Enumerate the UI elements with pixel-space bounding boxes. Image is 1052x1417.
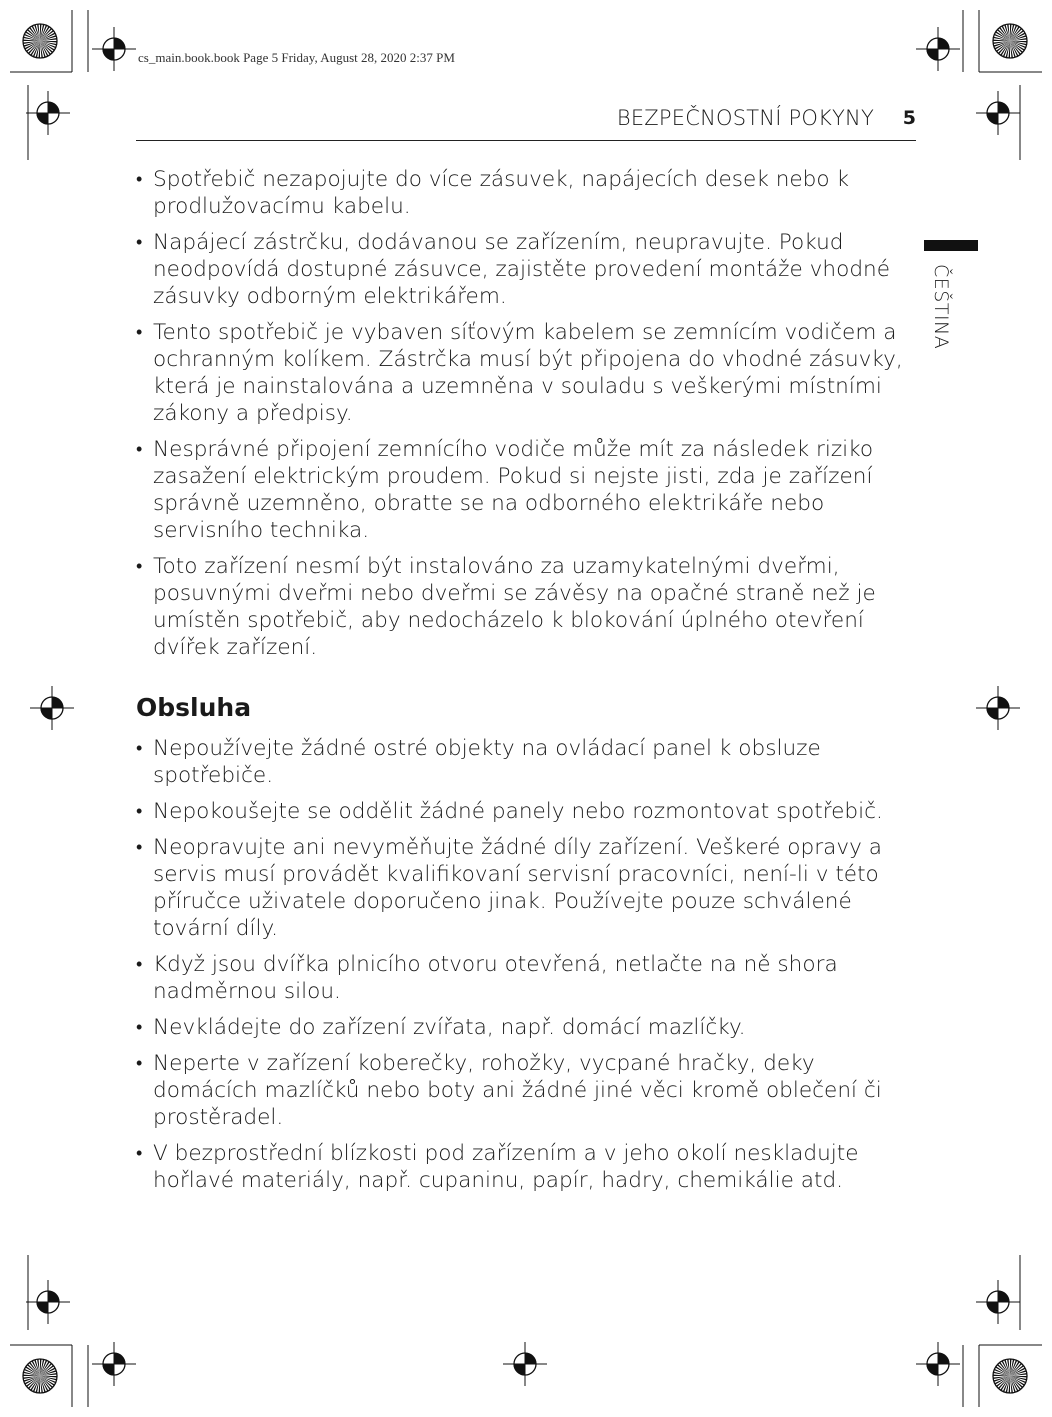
crosshair-registration-mark-icon [92, 1342, 136, 1386]
list-item [136, 735, 916, 789]
crosshair-registration-mark-icon [26, 91, 70, 135]
bullet-icon: • [136, 232, 143, 253]
print-info-line: cs_main.book.book Page 5 Friday, August 28, 2020 2:37 PM [138, 50, 455, 65]
language-tab-bar [924, 240, 978, 251]
list-item-text: Nevkládejte do zařízení zvířata, např. domácí mazlíčky. [153, 1015, 746, 1040]
crosshair-registration-mark-icon [916, 1342, 960, 1386]
section-heading-operation: Obsluha [136, 693, 252, 722]
list-item [136, 1014, 916, 1041]
list-item-text: V bezprostřední blízkosti pod zařízením a v jeho okolí neskladujte hořlavé materiály, např. cupaninu, papír, hadry, chemikálie atd. [153, 1141, 859, 1193]
list-item [136, 319, 916, 427]
crosshair-registration-mark-icon [976, 1280, 1020, 1324]
list-item-text: Tento spotřebič je vybaven síťovým kabelem se zemnícím vodičem a ochranným kolíkem. Zástrčka musí být připojena do vhodné zásuvky, která je nainstalována a uzemněna v souladu s veškerými místními zákony a předpisy. [153, 320, 903, 426]
running-title: BEZPEČNOSTNÍ POKYNY [616, 106, 874, 130]
bullet-icon: • [136, 169, 143, 190]
crosshair-registration-mark-icon [916, 27, 960, 71]
bullet-icon: • [136, 556, 143, 577]
safety-instructions-list [136, 166, 916, 661]
list-item-text: Spotřebič nezapojujte do více zásuvek, napájecích desek nebo k prodlužovacímu kabelu. [153, 167, 849, 219]
list-item-text: Neopravujte ani nevyměňujte žádné díly zařízení. Veškeré opravy a servis musí provádět kvalifikovaní servisní pracovníci, není-li v této příručce uživatele doporučeno jinak. Používejte pouze schválené tovární díly. [153, 835, 882, 941]
list-item [136, 229, 916, 310]
operation-instructions-list [136, 735, 916, 1194]
bullet-icon: • [136, 801, 143, 822]
crosshair-registration-mark-icon [26, 1280, 70, 1324]
bullet-icon: • [136, 1143, 143, 1164]
color-registration-starburst-icon [23, 1359, 57, 1393]
list-item-text: Když jsou dvířka plnicího otvoru otevřená, netlačte na ně shora nadměrnou silou. [153, 952, 838, 1004]
bullet-icon: • [136, 1053, 143, 1074]
page-content [136, 166, 916, 1203]
color-registration-starburst-icon [993, 1359, 1027, 1393]
bullet-icon: • [136, 954, 143, 975]
list-item [136, 1050, 916, 1131]
running-header [136, 104, 916, 141]
list-item-text: Nepokoušejte se oddělit žádné panely nebo rozmontovat spotřebič. [153, 799, 883, 824]
color-registration-starburst-icon [23, 24, 57, 58]
crosshair-registration-mark-icon [92, 27, 136, 71]
page-number: 5 [902, 107, 916, 129]
list-item-text: Neperte v zařízení koberečky, rohožky, vycpané hračky, deky domácích mazlíčků nebo boty ani žádné jiné věci kromě oblečení či prostěradel. [153, 1051, 882, 1130]
list-item-text: Nepoužívejte žádné ostré objekty na ovládací panel k obsluze spotřebiče. [153, 736, 821, 788]
bullet-icon: • [136, 1017, 143, 1038]
list-item [136, 834, 916, 942]
list-item-text: Toto zařízení nesmí být instalováno za uzamykatelnými dveřmi, posuvnými dveřmi nebo dveřmi se závěsy na opačné straně než je umístěn spotřebič, aby nedocházelo k blokování úplného otevření dvířek zařízení. [153, 554, 876, 660]
color-registration-starburst-icon [993, 24, 1027, 58]
crosshair-registration-mark-icon [976, 686, 1020, 730]
bullet-icon: • [136, 837, 143, 858]
list-item [136, 436, 916, 544]
crosshair-registration-mark-icon [503, 1342, 547, 1386]
list-item [136, 951, 916, 1005]
crosshair-registration-mark-icon [976, 91, 1020, 135]
language-tab-label: ČEŠTINA [930, 264, 952, 350]
list-item [136, 166, 916, 220]
list-item-text: Nesprávné připojení zemnícího vodiče může mít za následek riziko zasažení elektrickým proudem. Pokud si nejste jisti, zda je zařízení správně uzemněno, obratte se na odborného elektrikáře nebo servisního technika. [153, 437, 874, 543]
list-item [136, 1140, 916, 1194]
list-item [136, 553, 916, 661]
bullet-icon: • [136, 439, 143, 460]
list-item-text: Napájecí zástrčku, dodávanou se zařízením, neupravujte. Pokud neodpovídá dostupné zásuvce, zajistěte provedení montáže vhodné zásuvky odborným elektrikářem. [153, 230, 891, 309]
crosshair-registration-mark-icon [30, 686, 74, 730]
bullet-icon: • [136, 738, 143, 759]
bullet-icon: • [136, 322, 143, 343]
list-item [136, 798, 916, 825]
